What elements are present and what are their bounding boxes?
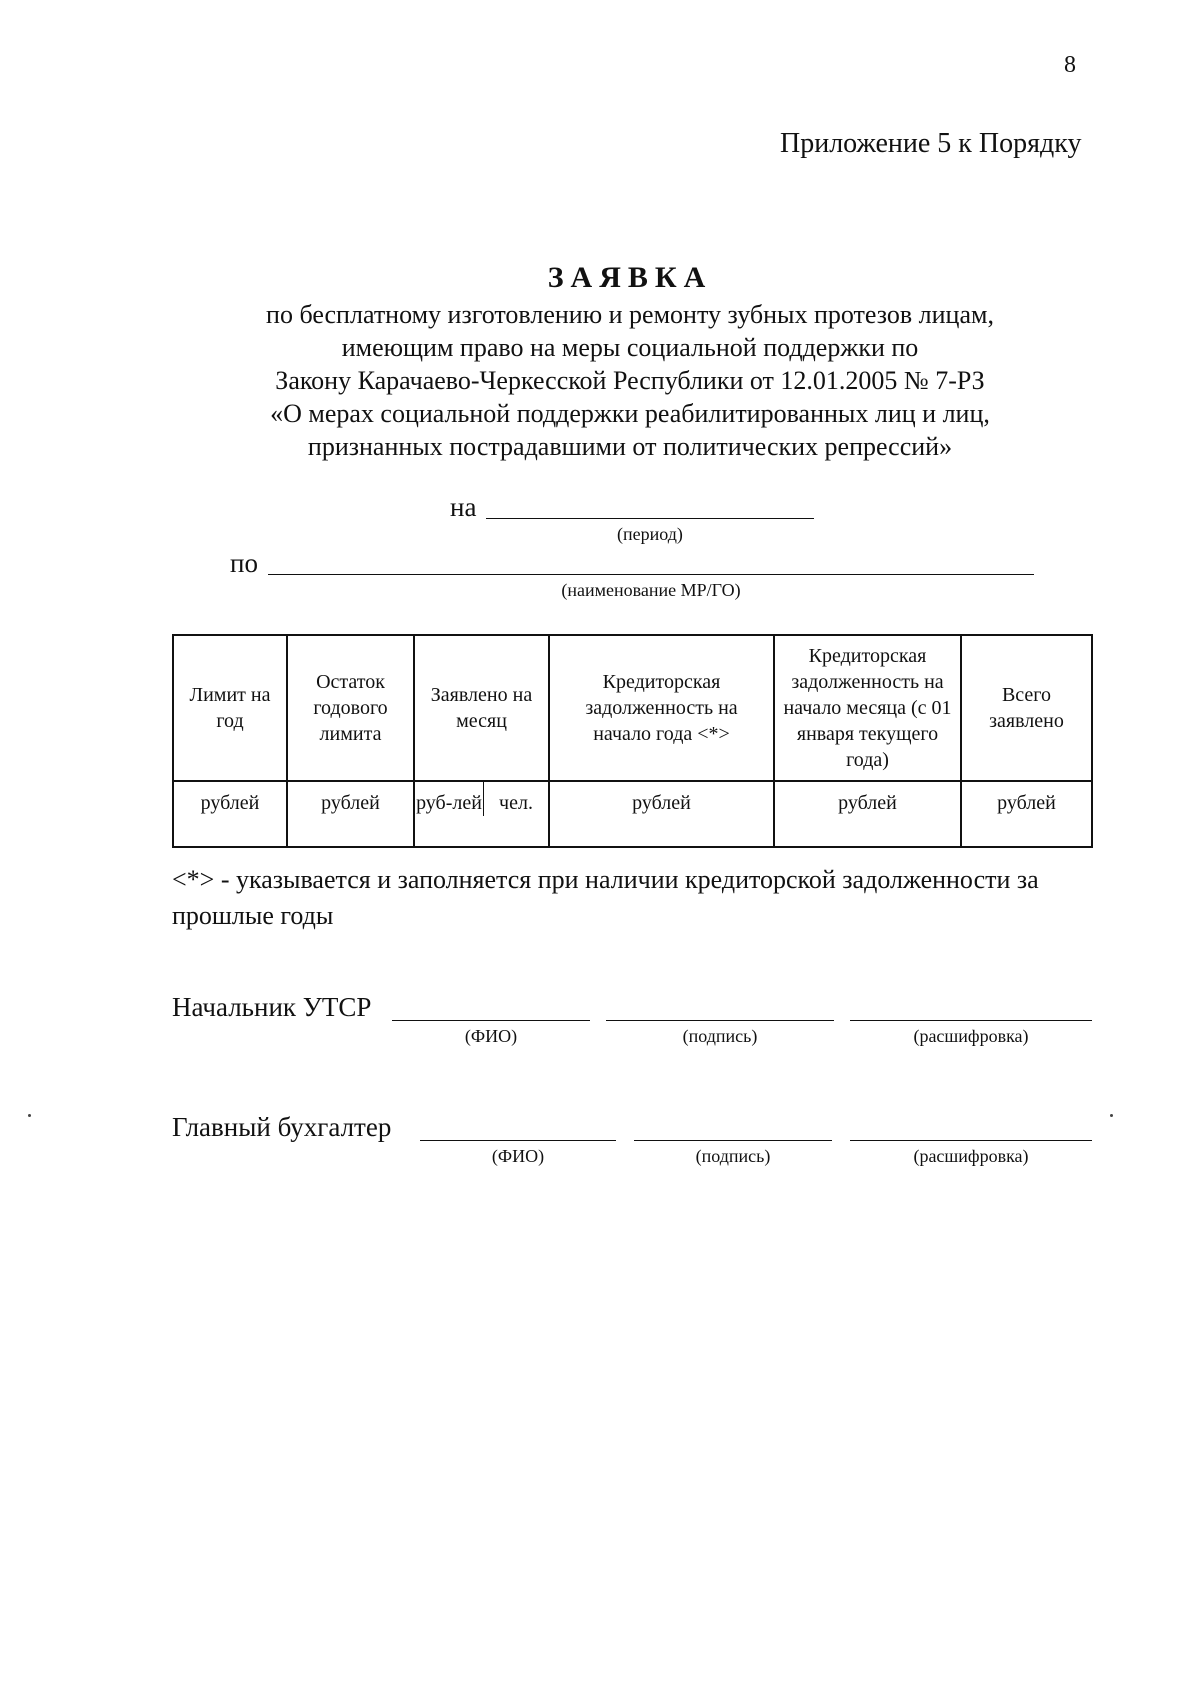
document-title: ЗАЯВКА [547, 261, 713, 294]
header-cell: Лимит на год [173, 635, 287, 781]
table-units-row [173, 781, 1092, 847]
signature-caption: (расшифровка) [913, 1026, 1029, 1046]
municipality-label: по [230, 548, 258, 578]
signature-fio-field[interactable] [392, 1020, 590, 1021]
signature-fio-field[interactable] [420, 1140, 616, 1141]
header-cell: Кредиторская задолженность на начало года <*> [549, 635, 774, 781]
signature-sign-field[interactable] [606, 1020, 834, 1021]
table-header-row [173, 635, 1092, 781]
signature-decode-field[interactable] [850, 1140, 1092, 1141]
unit-cell: рублей [173, 781, 287, 847]
signature-caption: (ФИО) [491, 1146, 545, 1166]
signature-role-head: Начальник УТСР [172, 992, 372, 1022]
signature-caption: (подпись) [682, 1026, 758, 1046]
signature-decode-field[interactable] [850, 1020, 1092, 1021]
unit-cell: чел. [499, 792, 533, 814]
header-cell: Заявлено на месяц [414, 635, 549, 781]
signature-caption: (расшифровка) [913, 1146, 1029, 1166]
municipality-caption: (наименование МР/ГО) [561, 580, 741, 600]
application-table [172, 634, 1093, 848]
unit-cell: рублей [961, 781, 1092, 847]
unit-cell: руб-лей [415, 782, 484, 816]
document-subtitle: по бесплатному изготовлению и ремонту зубных протезов лицам, имеющим право на меры социальной поддержки по Закону Карачаево-Черкесской Республики от 12.01.2005 № 7-РЗ «О мерах социальной поддержки реабилитированных лиц и лиц, признанных пострадавшими от политических репрессий» [266, 300, 994, 461]
unit-cell-split [414, 781, 549, 847]
appendix-label: Приложение 5 к Порядку [780, 128, 1082, 159]
unit-cell: рублей [774, 781, 961, 847]
signature-caption: (подпись) [695, 1146, 771, 1166]
period-label: на [450, 492, 477, 522]
unit-cell: рублей [549, 781, 774, 847]
title-block [150, 258, 1110, 463]
unit-cell: рублей [287, 781, 414, 847]
header-cell: Остаток годового лимита [287, 635, 414, 781]
page-number: 8 [1064, 52, 1076, 78]
header-cell: Всего заявлено [961, 635, 1092, 781]
period-caption: (период) [617, 524, 683, 544]
header-cell: Кредиторская задолженность на начало месяца (с 01 января текущего года) [774, 635, 961, 781]
signature-caption: (ФИО) [464, 1026, 518, 1046]
signature-sign-field[interactable] [634, 1140, 832, 1141]
footnote: <*> - указывается и заполняется при наличии кредиторской задолженности за прошлые годы [172, 865, 1039, 930]
period-field[interactable] [486, 518, 814, 519]
scan-speck [28, 1114, 31, 1117]
municipality-field[interactable] [268, 574, 1034, 575]
signature-role-accountant: Главный бухгалтер [172, 1112, 392, 1142]
scan-speck [1110, 1114, 1113, 1117]
